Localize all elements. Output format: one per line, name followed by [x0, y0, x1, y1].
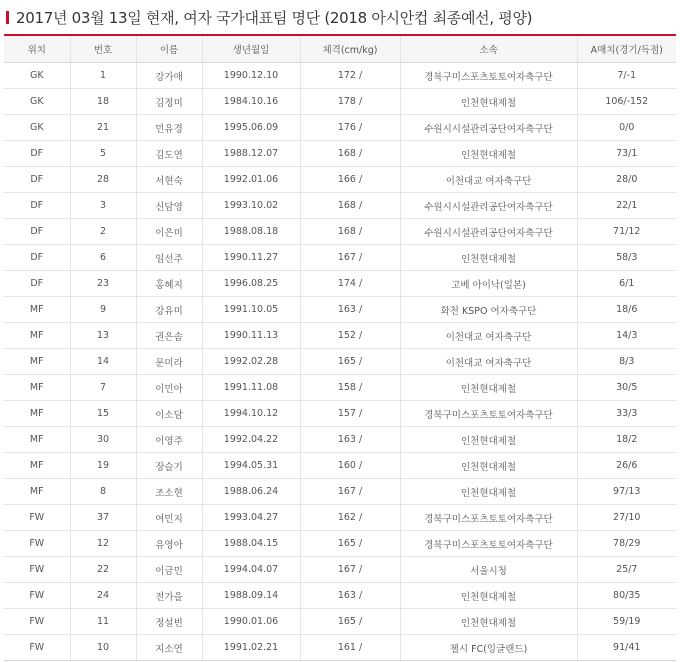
name-cell: 여민지 — [136, 505, 202, 531]
position-cell: DF — [4, 245, 70, 271]
table-row — [4, 609, 676, 635]
table-header-row — [4, 35, 676, 63]
position-cell: GK — [4, 89, 70, 115]
birthdate-cell: 1992.01.06 — [202, 167, 300, 193]
a-match-cell: 58/3 — [577, 245, 676, 271]
a-match-cell: 71/12 — [577, 219, 676, 245]
number-cell: 8 — [70, 479, 136, 505]
position-cell: MF — [4, 427, 70, 453]
position-cell: FW — [4, 557, 70, 583]
number-cell: 6 — [70, 245, 136, 271]
club-cell: 경북구미스포츠토토여자축구단 — [400, 531, 577, 557]
physique-cell: 168 / — [300, 141, 400, 167]
table-row — [4, 323, 676, 349]
table-row — [4, 583, 676, 609]
club-cell: 인천현대제철 — [400, 375, 577, 401]
position-cell: DF — [4, 193, 70, 219]
physique-cell: 163 / — [300, 297, 400, 323]
number-cell: 18 — [70, 89, 136, 115]
physique-cell: 176 / — [300, 115, 400, 141]
number-cell: 15 — [70, 401, 136, 427]
name-cell: 이소담 — [136, 401, 202, 427]
birthdate-cell: 1990.01.06 — [202, 609, 300, 635]
table-row — [4, 453, 676, 479]
club-cell: 인천현대제철 — [400, 453, 577, 479]
table-row — [4, 505, 676, 531]
birthdate-cell: 1990.12.10 — [202, 63, 300, 89]
club-cell: 인천현대제철 — [400, 609, 577, 635]
club-cell: 인천현대제철 — [400, 583, 577, 609]
table-row — [4, 349, 676, 375]
name-cell: 권은솜 — [136, 323, 202, 349]
page-header — [0, 0, 680, 34]
birthdate-cell: 1988.06.24 — [202, 479, 300, 505]
a-match-cell: 73/1 — [577, 141, 676, 167]
name-cell: 전가을 — [136, 583, 202, 609]
physique-cell: 167 / — [300, 557, 400, 583]
number-cell: 5 — [70, 141, 136, 167]
club-cell: 수원시시설관리공단여자축구단 — [400, 193, 577, 219]
number-cell: 19 — [70, 453, 136, 479]
a-match-cell: 33/3 — [577, 401, 676, 427]
birthdate-cell: 1993.10.02 — [202, 193, 300, 219]
a-match-cell: 28/0 — [577, 167, 676, 193]
number-cell: 28 — [70, 167, 136, 193]
column-header-birthdate: 생년월일 — [202, 35, 300, 63]
club-cell: 인천현대제철 — [400, 141, 577, 167]
club-cell: 인천현대제철 — [400, 479, 577, 505]
birthdate-cell: 1994.10.12 — [202, 401, 300, 427]
a-match-cell: 18/6 — [577, 297, 676, 323]
physique-cell: 163 / — [300, 583, 400, 609]
club-cell: 서울시청 — [400, 557, 577, 583]
club-cell: 이천대교 여자축구단 — [400, 323, 577, 349]
physique-cell: 161 / — [300, 635, 400, 661]
club-cell: 수원시시설관리공단여자축구단 — [400, 219, 577, 245]
number-cell: 7 — [70, 375, 136, 401]
position-cell: GK — [4, 115, 70, 141]
table-row — [4, 167, 676, 193]
physique-cell: 166 / — [300, 167, 400, 193]
a-match-cell: 97/13 — [577, 479, 676, 505]
name-cell: 조소현 — [136, 479, 202, 505]
roster-body — [4, 63, 676, 661]
number-cell: 21 — [70, 115, 136, 141]
a-match-cell: 30/5 — [577, 375, 676, 401]
a-match-cell: 18/2 — [577, 427, 676, 453]
column-header-physique: 체격(cm/kg) — [300, 35, 400, 63]
a-match-cell: 80/35 — [577, 583, 676, 609]
position-cell: MF — [4, 479, 70, 505]
table-row — [4, 141, 676, 167]
physique-cell: 167 / — [300, 479, 400, 505]
table-row — [4, 271, 676, 297]
a-match-cell: 106/-152 — [577, 89, 676, 115]
club-cell: 첼시 FC(잉글랜드) — [400, 635, 577, 661]
table-row — [4, 297, 676, 323]
birthdate-cell: 1990.11.13 — [202, 323, 300, 349]
a-match-cell: 7/-1 — [577, 63, 676, 89]
position-cell: MF — [4, 375, 70, 401]
name-cell: 민유경 — [136, 115, 202, 141]
birthdate-cell: 1988.09.14 — [202, 583, 300, 609]
birthdate-cell: 1988.04.15 — [202, 531, 300, 557]
physique-cell: 168 / — [300, 193, 400, 219]
number-cell: 30 — [70, 427, 136, 453]
birthdate-cell: 1991.02.21 — [202, 635, 300, 661]
table-row — [4, 115, 676, 141]
name-cell: 지소연 — [136, 635, 202, 661]
birthdate-cell: 1984.10.16 — [202, 89, 300, 115]
position-cell: MF — [4, 349, 70, 375]
table-row — [4, 479, 676, 505]
physique-cell: 174 / — [300, 271, 400, 297]
position-cell: MF — [4, 323, 70, 349]
a-match-cell: 26/6 — [577, 453, 676, 479]
name-cell: 문미라 — [136, 349, 202, 375]
a-match-cell: 14/3 — [577, 323, 676, 349]
number-cell: 2 — [70, 219, 136, 245]
number-cell: 9 — [70, 297, 136, 323]
birthdate-cell: 1991.10.05 — [202, 297, 300, 323]
a-match-cell: 59/19 — [577, 609, 676, 635]
position-cell: DF — [4, 167, 70, 193]
table-row — [4, 219, 676, 245]
name-cell: 강유미 — [136, 297, 202, 323]
column-header-club: 소속 — [400, 35, 577, 63]
title-marker-bar — [6, 11, 9, 24]
club-cell: 화천 KSPO 여자축구단 — [400, 297, 577, 323]
position-cell: MF — [4, 297, 70, 323]
table-row — [4, 375, 676, 401]
number-cell: 3 — [70, 193, 136, 219]
name-cell: 장슬기 — [136, 453, 202, 479]
position-cell: FW — [4, 609, 70, 635]
number-cell: 24 — [70, 583, 136, 609]
name-cell: 정설빈 — [136, 609, 202, 635]
birthdate-cell: 1990.11.27 — [202, 245, 300, 271]
table-row — [4, 401, 676, 427]
roster-table — [4, 34, 676, 661]
number-cell: 10 — [70, 635, 136, 661]
a-match-cell: 6/1 — [577, 271, 676, 297]
name-cell: 홍혜지 — [136, 271, 202, 297]
physique-cell: 167 / — [300, 245, 400, 271]
number-cell: 23 — [70, 271, 136, 297]
number-cell: 11 — [70, 609, 136, 635]
name-cell: 서현숙 — [136, 167, 202, 193]
position-cell: MF — [4, 401, 70, 427]
table-row — [4, 427, 676, 453]
birthdate-cell: 1991.11.08 — [202, 375, 300, 401]
table-row — [4, 89, 676, 115]
physique-cell: 152 / — [300, 323, 400, 349]
position-cell: FW — [4, 505, 70, 531]
physique-cell: 160 / — [300, 453, 400, 479]
a-match-cell: 91/41 — [577, 635, 676, 661]
table-row — [4, 63, 676, 89]
physique-cell: 165 / — [300, 349, 400, 375]
name-cell: 이은미 — [136, 219, 202, 245]
club-cell: 경북구미스포츠토토여자축구단 — [400, 63, 577, 89]
birthdate-cell: 1994.04.07 — [202, 557, 300, 583]
page-title: 2017년 03월 13일 현재, 여자 국가대표팀 명단 (2018 아시안컵 최종예선, 평양) — [16, 8, 533, 27]
club-cell: 인천현대제철 — [400, 245, 577, 271]
name-cell: 임선주 — [136, 245, 202, 271]
birthdate-cell: 1988.12.07 — [202, 141, 300, 167]
physique-cell: 162 / — [300, 505, 400, 531]
number-cell: 1 — [70, 63, 136, 89]
column-header-position: 위치 — [4, 35, 70, 63]
birthdate-cell: 1994.05.31 — [202, 453, 300, 479]
birthdate-cell: 1992.02.28 — [202, 349, 300, 375]
club-cell: 이천대교 여자축구단 — [400, 167, 577, 193]
position-cell: FW — [4, 635, 70, 661]
club-cell: 인천현대제철 — [400, 427, 577, 453]
a-match-cell: 25/7 — [577, 557, 676, 583]
column-header-number: 번호 — [70, 35, 136, 63]
name-cell: 이금민 — [136, 557, 202, 583]
birthdate-cell: 1995.06.09 — [202, 115, 300, 141]
name-cell: 김정미 — [136, 89, 202, 115]
number-cell: 14 — [70, 349, 136, 375]
position-cell: MF — [4, 453, 70, 479]
position-cell: FW — [4, 531, 70, 557]
a-match-cell: 0/0 — [577, 115, 676, 141]
physique-cell: 168 / — [300, 219, 400, 245]
position-cell: GK — [4, 63, 70, 89]
a-match-cell: 78/29 — [577, 531, 676, 557]
name-cell: 강가애 — [136, 63, 202, 89]
physique-cell: 165 / — [300, 609, 400, 635]
table-row — [4, 531, 676, 557]
club-cell: 수원시시설관리공단여자축구단 — [400, 115, 577, 141]
a-match-cell: 27/10 — [577, 505, 676, 531]
table-row — [4, 193, 676, 219]
table-row — [4, 557, 676, 583]
club-cell: 경북구미스포츠토토여자축구단 — [400, 505, 577, 531]
position-cell: DF — [4, 271, 70, 297]
birthdate-cell: 1992.04.22 — [202, 427, 300, 453]
birthdate-cell: 1993.04.27 — [202, 505, 300, 531]
column-header-a-match: A매치(경기/득점) — [577, 35, 676, 63]
physique-cell: 158 / — [300, 375, 400, 401]
name-cell: 신담영 — [136, 193, 202, 219]
position-cell: DF — [4, 141, 70, 167]
position-cell: FW — [4, 583, 70, 609]
column-header-name: 이름 — [136, 35, 202, 63]
club-cell: 인천현대제철 — [400, 89, 577, 115]
club-cell: 이천대교 여자축구단 — [400, 349, 577, 375]
name-cell: 이영주 — [136, 427, 202, 453]
table-row — [4, 635, 676, 661]
name-cell: 유영아 — [136, 531, 202, 557]
a-match-cell: 22/1 — [577, 193, 676, 219]
physique-cell: 165 / — [300, 531, 400, 557]
number-cell: 13 — [70, 323, 136, 349]
physique-cell: 163 / — [300, 427, 400, 453]
table-row — [4, 245, 676, 271]
number-cell: 12 — [70, 531, 136, 557]
a-match-cell: 8/3 — [577, 349, 676, 375]
name-cell: 이민아 — [136, 375, 202, 401]
physique-cell: 178 / — [300, 89, 400, 115]
birthdate-cell: 1988.08.18 — [202, 219, 300, 245]
number-cell: 37 — [70, 505, 136, 531]
club-cell: 고베 아이낙(일본) — [400, 271, 577, 297]
physique-cell: 172 / — [300, 63, 400, 89]
number-cell: 22 — [70, 557, 136, 583]
position-cell: DF — [4, 219, 70, 245]
club-cell: 경북구미스포츠토토여자축구단 — [400, 401, 577, 427]
physique-cell: 157 / — [300, 401, 400, 427]
name-cell: 김도연 — [136, 141, 202, 167]
birthdate-cell: 1996.08.25 — [202, 271, 300, 297]
